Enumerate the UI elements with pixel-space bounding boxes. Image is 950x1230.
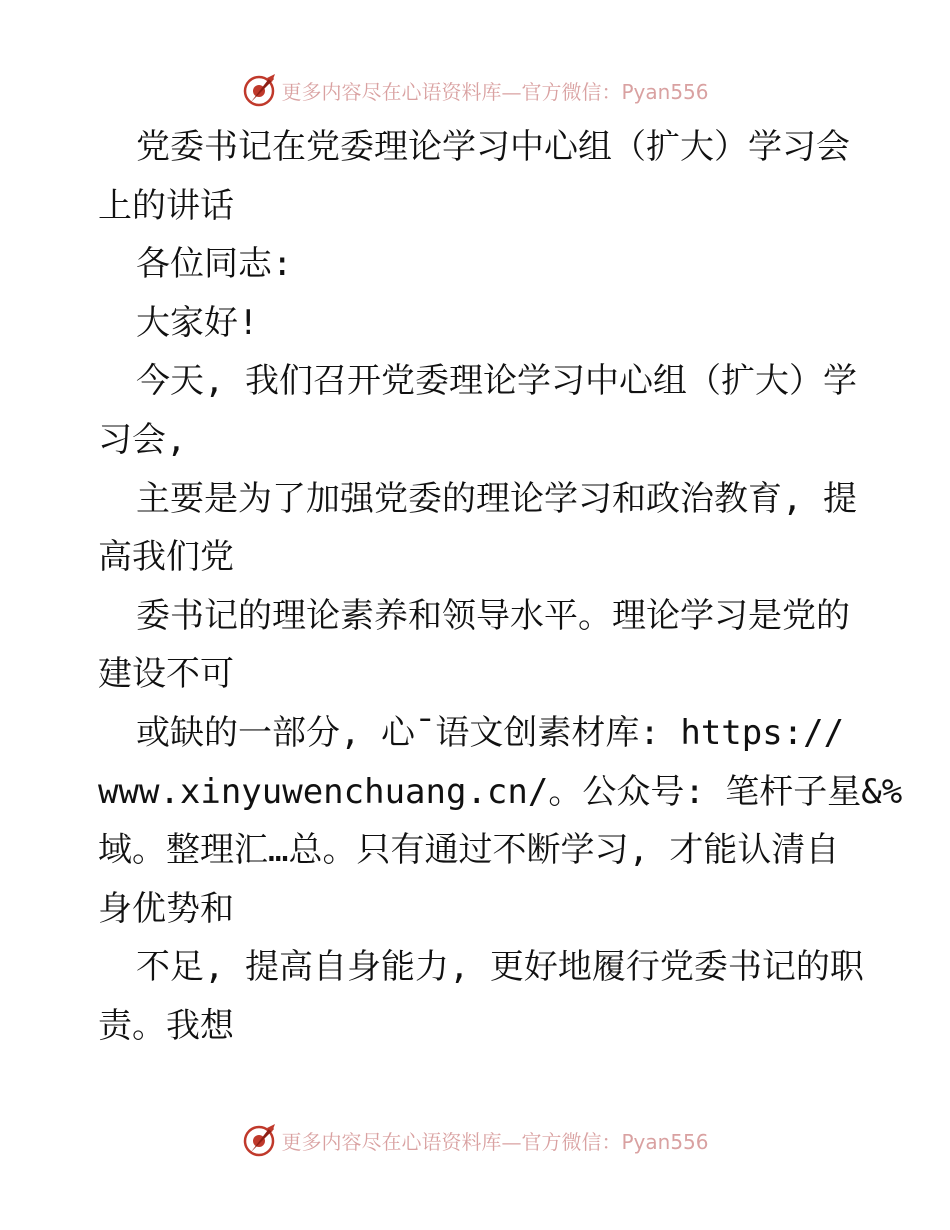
paragraph-line: 今天, 我们召开党委理论学习中心组（扩大）学 <box>136 361 857 402</box>
paragraph-line: 建设不可 <box>98 654 234 695</box>
wechat-id: Pyan556 <box>621 1129 709 1154</box>
banner-text: 更多内容尽在心语资料库—官方微信：Pyan556 <box>281 79 709 104</box>
greeting: 大家好! <box>136 302 259 343</box>
paragraph-line: 习会, <box>98 419 187 460</box>
title-line-2: 上的讲话 <box>98 185 234 226</box>
salutation: 各位同志: <box>136 244 293 285</box>
quill-logo-icon <box>241 1122 277 1158</box>
paragraph-line: 责。我想 <box>98 1005 234 1046</box>
paragraph-line: 域。整理汇…总。只有通过不断学习, 才能认清自 <box>98 830 840 871</box>
footer-banner <box>0 1120 950 1160</box>
paragraph-line: 委书记的理论素养和领导水平。理论学习是党的 <box>136 595 850 636</box>
document-body <box>98 118 903 1056</box>
header-banner <box>0 70 950 110</box>
paragraph-line: 高我们党 <box>98 537 234 578</box>
title-line-1: 党委书记在党委理论学习中心组（扩大）学习会 <box>136 127 850 167</box>
wechat-id: Pyan556 <box>621 79 709 104</box>
banner-text: 更多内容尽在心语资料库—官方微信：Pyan556 <box>281 1129 709 1154</box>
quill-logo-icon <box>241 72 277 108</box>
paragraph-line: 或缺的一部分, 心¯语文创素材库: https:// <box>136 712 845 753</box>
paragraph-line: 不足, 提高自身能力, 更好地履行党委书记的职 <box>136 947 864 988</box>
paragraph-line: www.xinyuwenchuang.cn/。公众号: 笔杆子星&% <box>98 771 903 812</box>
paragraph-line: 主要是为了加强党委的理论学习和政治教育, 提 <box>136 478 857 519</box>
paragraph-line: 身优势和 <box>98 888 234 929</box>
